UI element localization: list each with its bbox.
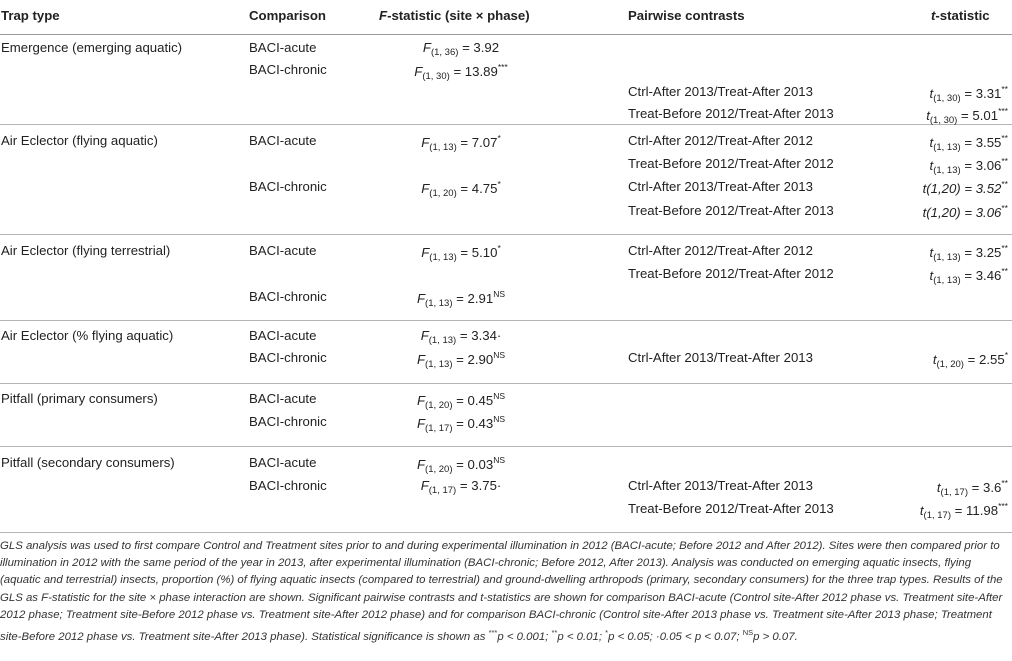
sig-text-1: p < 0.001; — [497, 631, 552, 644]
f-statistic — [378, 414, 544, 434]
t-statistic — [923, 179, 1008, 196]
t-significance: ** — [1001, 156, 1008, 166]
f-letter: F — [414, 64, 423, 79]
sig-text-3: p < 0.05; — [608, 631, 656, 644]
f-df: (1, 13) — [429, 142, 457, 153]
t-statistic — [923, 203, 1008, 220]
pairwise-contrast: Treat-Before 2012/Treat-After 2012 — [628, 156, 834, 171]
trap-type-label: Air Eclector (flying terrestrial) — [1, 243, 171, 258]
comparison-label: BACI-acute — [249, 133, 317, 148]
header-t-statistic — [931, 8, 990, 23]
f-value: = 0.03 — [452, 457, 494, 472]
comparison-label: BACI-chronic — [249, 350, 327, 365]
t-letter: t — [926, 108, 930, 123]
t-letter: t — [936, 480, 941, 495]
f-statistic — [378, 350, 544, 370]
f-df: (1, 17) — [428, 485, 457, 496]
f-significance: * — [497, 179, 501, 189]
f-value: = 5.10 — [456, 245, 498, 260]
t-value: = 3.46 — [960, 268, 1002, 283]
t-value: t(1,20) = 3.52 — [922, 181, 1002, 196]
f-value: = 2.91 — [452, 291, 494, 306]
f-significance: NS — [493, 414, 506, 424]
t-statistic — [930, 266, 1008, 286]
f-letter: F — [420, 478, 429, 493]
t-significance: *** — [998, 501, 1008, 511]
f-df: (1, 36) — [430, 47, 459, 58]
pairwise-contrast: Ctrl-After 2012/Treat-After 2012 — [628, 133, 813, 148]
f-significance: * — [497, 133, 501, 143]
t-significance: ** — [1001, 84, 1008, 94]
t-letter: t — [929, 158, 934, 173]
f-significance: NS — [493, 289, 506, 299]
f-value: = 0.45 — [452, 393, 494, 408]
pairwise-contrast: Ctrl-After 2013/Treat-After 2013 — [628, 350, 813, 365]
sig-mark-3: * — [605, 628, 609, 638]
header-f-statistic — [379, 8, 530, 23]
pairwise-contrast: Ctrl-After 2013/Treat-After 2013 — [628, 84, 813, 99]
comparison-label: BACI-chronic — [249, 414, 327, 429]
t-statistic — [930, 133, 1008, 153]
sig-mark-1: *** — [488, 628, 498, 638]
sig-mark-2: ** — [551, 628, 558, 638]
f-df: (1, 20) — [429, 188, 457, 199]
f-value: = 3.75· — [456, 478, 502, 493]
table-group — [0, 383, 1012, 447]
header-pairwise: Pairwise contrasts — [628, 8, 745, 23]
f-df: (1, 13) — [425, 298, 453, 309]
t-significance: ** — [1001, 478, 1008, 488]
comparison-label: BACI-chronic — [249, 62, 327, 77]
t-value: t(1,20) = 3.06 — [922, 205, 1002, 220]
t-statistic — [933, 350, 1008, 370]
table-group — [0, 34, 1012, 125]
header-f-rest: -statistic (site × phase) — [387, 8, 530, 23]
footnote-legend — [488, 628, 798, 644]
header-comparison: Comparison — [249, 8, 326, 23]
trap-type-label: Pitfall (primary consumers) — [1, 391, 158, 406]
comparison-label: BACI-acute — [249, 455, 317, 470]
footnote-body: GLS analysis was used to first compare Control and Treatment sites prior to and during experimental illumination in 2012 (BACI-acute; Before 2012 and After 2012). Sites were then compared prior to illumination in 2012 with the same period of the year in 2013, after experimental illumination (BACI-chronic; Before 2012, After 2013). Analysis was conducted on emerging aquatic insects, flying (aquatic and terrestrial) insects, proportion (%) of flying aquatic insects (compared to terrestrial) and ground-dwelling arthropods (primary, secondary consumers) for the three trap types. Results of the GLS as F-statistic for the site × phase interaction are shown. Significant pairwise contrasts and t-statistics are shown for comparison BACI-acute (Control site-After 2012 phase vs. Treatment site-After 2012 phase; Treatment site-Before 2012 phase vs. Treatment site-After 2012 phase) and for comparison BACI-chronic (Control site-After 2013 phase vs. Treatment site-After 2013 phase; Treatment site-Before 2012 phase vs. Treatment site-After 2013 phase). Statistical significance is shown as — [0, 540, 1003, 644]
t-df: (1, 17) — [940, 487, 968, 498]
t-significance: ** — [1001, 243, 1008, 253]
t-significance: ** — [1001, 266, 1008, 276]
table-footnote — [0, 538, 1012, 646]
f-letter: F — [416, 457, 426, 472]
f-letter: F — [416, 352, 426, 367]
f-df: (1, 30) — [422, 71, 450, 82]
table-group — [0, 234, 1012, 321]
f-df: (1, 13) — [425, 359, 453, 370]
f-letter: F — [416, 393, 426, 408]
f-statistic — [378, 391, 544, 411]
f-letter: F — [421, 181, 430, 196]
comparison-label: BACI-chronic — [249, 478, 327, 493]
f-statistic — [378, 328, 544, 346]
t-letter: t — [929, 245, 934, 260]
t-value: = 5.01 — [957, 108, 999, 123]
comparison-label: BACI-acute — [249, 328, 317, 343]
f-significance: NS — [493, 455, 506, 465]
header-trap-type: Trap type — [1, 8, 60, 23]
f-value: = 3.34· — [456, 328, 502, 343]
table-group — [0, 446, 1012, 533]
f-value: = 3.92 — [458, 40, 500, 55]
comparison-label: BACI-acute — [249, 391, 317, 406]
f-statistic — [378, 289, 544, 309]
comparison-label: BACI-chronic — [249, 179, 327, 194]
f-statistic — [378, 478, 544, 496]
t-value: = 2.55 — [963, 352, 1005, 367]
f-df: (1, 13) — [428, 335, 457, 346]
t-df: (1, 30) — [929, 115, 958, 126]
pairwise-contrast: Ctrl-After 2013/Treat-After 2013 — [628, 179, 813, 194]
table-group — [0, 320, 1012, 384]
f-significance: *** — [497, 62, 508, 72]
f-statistic — [378, 40, 544, 58]
t-statistic — [930, 243, 1008, 263]
t-letter: t — [929, 268, 934, 283]
t-significance: ** — [1001, 203, 1008, 213]
f-letter: F — [420, 328, 429, 343]
trap-type-label: Pitfall (secondary consumers) — [1, 455, 175, 470]
t-letter: t — [919, 503, 924, 518]
t-significance: ** — [1001, 179, 1008, 189]
t-value: = 3.31 — [960, 86, 1002, 101]
f-value: = 4.75 — [456, 181, 498, 196]
comparison-label: BACI-acute — [249, 40, 317, 55]
t-statistic — [926, 106, 1008, 126]
comparison-label: BACI-acute — [249, 243, 317, 258]
f-significance: NS — [493, 391, 506, 401]
header-t-rest: -statistic — [935, 8, 990, 23]
t-significance: * — [1004, 350, 1008, 360]
f-letter: F — [416, 416, 426, 431]
t-df: (1, 13) — [933, 142, 961, 153]
sig-text-4: 0.05 < p < 0.07; — [659, 631, 743, 644]
t-statistic — [930, 84, 1008, 104]
t-df: (1, 13) — [933, 275, 961, 286]
f-df: (1, 17) — [425, 423, 453, 434]
t-df: (1, 20) — [936, 359, 964, 370]
t-significance: *** — [998, 106, 1008, 116]
pairwise-contrast: Treat-Before 2012/Treat-After 2013 — [628, 106, 834, 121]
header-f-letter: F — [379, 8, 388, 23]
t-statistic — [937, 478, 1008, 498]
f-statistic — [378, 243, 544, 263]
t-df: (1, 30) — [933, 93, 961, 104]
sig-text-5: p > 0.07. — [753, 631, 798, 644]
t-value: = 3.6 — [968, 480, 1002, 495]
t-value: = 3.25 — [960, 245, 1002, 260]
header-t-letter: t — [931, 8, 936, 23]
f-df: (1, 20) — [425, 464, 453, 475]
f-letter: F — [421, 245, 430, 260]
f-letter: F — [421, 135, 430, 150]
t-value: = 3.06 — [960, 158, 1002, 173]
f-letter: F — [416, 291, 426, 306]
t-significance: ** — [1001, 133, 1008, 143]
t-letter: t — [929, 86, 934, 101]
f-value: = 13.89 — [449, 64, 498, 79]
t-df: (1, 13) — [933, 252, 961, 263]
sig-text-2: p < 0.01; — [557, 631, 606, 644]
f-value: = 2.90 — [452, 352, 494, 367]
sig-mark-5: NS — [742, 628, 754, 638]
pairwise-contrast: Treat-Before 2012/Treat-After 2012 — [628, 266, 834, 281]
trap-type-label: Air Eclector (flying aquatic) — [1, 133, 158, 148]
t-value: = 11.98 — [951, 503, 999, 518]
f-df: (1, 13) — [429, 252, 457, 263]
f-significance: * — [497, 243, 501, 253]
table-group — [0, 124, 1012, 235]
trap-type-label: Emergence (emerging aquatic) — [1, 40, 183, 55]
f-statistic — [378, 455, 544, 475]
f-value: = 7.07 — [456, 135, 498, 150]
f-statistic — [378, 62, 544, 82]
t-value: = 3.55 — [960, 135, 1002, 150]
pairwise-contrast: Ctrl-After 2013/Treat-After 2013 — [628, 478, 813, 493]
sig-mark-4: · — [655, 631, 660, 644]
f-letter: F — [422, 40, 431, 55]
table-header — [0, 0, 1012, 35]
f-statistic — [378, 133, 544, 153]
t-letter: t — [929, 135, 934, 150]
t-letter: t — [932, 352, 937, 367]
t-statistic — [920, 501, 1008, 521]
comparison-label: BACI-chronic — [249, 289, 327, 304]
f-df: (1, 20) — [425, 400, 453, 411]
trap-type-label: Air Eclector (% flying aquatic) — [1, 328, 174, 343]
t-statistic — [930, 156, 1008, 176]
t-df: (1, 17) — [923, 510, 951, 521]
pairwise-contrast: Treat-Before 2012/Treat-After 2013 — [628, 203, 834, 218]
f-statistic — [378, 179, 544, 199]
t-df: (1, 13) — [933, 165, 961, 176]
pairwise-contrast: Ctrl-After 2012/Treat-After 2012 — [628, 243, 813, 258]
f-significance: NS — [493, 350, 506, 360]
f-value: = 0.43 — [452, 416, 494, 431]
pairwise-contrast: Treat-Before 2012/Treat-After 2013 — [628, 501, 834, 516]
